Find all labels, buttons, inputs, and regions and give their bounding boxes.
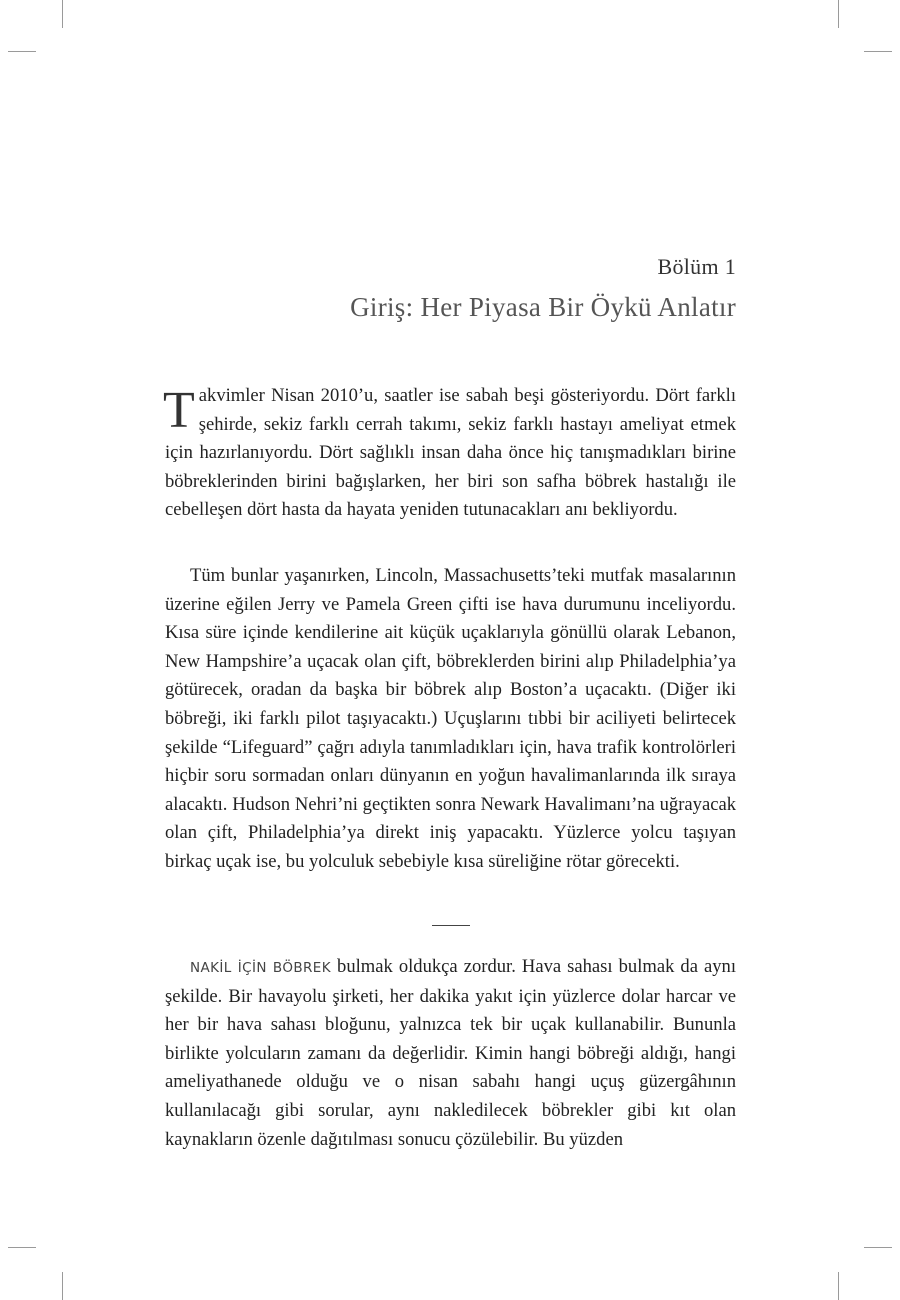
paragraph-3 [165, 953, 736, 1154]
drop-cap: T [163, 382, 195, 439]
paragraph-3-text: bulmak oldukça zordur. Hava sahası bulmak da aynı şekilde. Bir havayolu şirketi, her dakika yakıt için yüzlerce dolar harcar ve her bir hava sahası bloğunu, yalnızca tek bir uçak kullanabilir. Bununla birlikte yolcuların zamanı da değerlidir. Kimin hangi böbreği aldığı, hangi ameliyathanede olduğu ve o nisan sabahı hangi uçuş güzergâhının kullanılacağı gibi sorular, aynı nakledilecek böbrekler gibi kıt olan kaynakların özenle dağıtılması sonucu çözülebilir. Bu yüzden [165, 956, 736, 1150]
chapter-number: Bölüm 1 [657, 254, 736, 279]
crop-mark-left-upper [8, 51, 36, 52]
chapter-title: Giriş: Her Piyasa Bir Öykü Anlatır [350, 292, 736, 322]
crop-mark-top-left [62, 0, 63, 28]
paragraph-3-lead: NAKİL İÇİN BÖBREK [190, 960, 331, 976]
section-divider [432, 925, 470, 926]
crop-mark-right-upper [864, 51, 892, 52]
paragraph-2-text: Tüm bunlar yaşanırken, Lincoln, Massachusetts’teki mutfak masalarının üzerine eğilen Jerry ve Pamela Green çifti ise hava durumunu inceliyordu. Kısa süre içinde kendilerine ait küçük uçaklarıyla gönüllü olarak Lebanon, New Hampshire’a uçacak olan çift, böbreklerden birini alıp Philadelphia’ya götürecek, oradan da başka bir böbrek alıp Boston’a uçacaktı. (Diğer iki böbreği, iki farklı pilot taşıyacaktı.) Uçuşlarını tıbbi bir aciliyeti belirtecek şekilde “Lifeguard” çağrı adıyla tanımladıkları için, hava trafik kontrolörleri hiçbir soru sormadan onları dünyanın en yoğun havalimanlarında ilk sıraya alacaktı. Hudson Nehri’ni geçtikten sonra Newark Havalimanı’na uğrayacak olan çift, Philadelphia’ya direkt iniş yapacaktı. Yüzlerce yolcu taşıyan birkaç uçak ise, bu yolculuk sebebiyle kısa süreliğine rötar görecekti. [165, 565, 736, 872]
crop-mark-bottom-left [62, 1272, 63, 1300]
crop-mark-top-right [838, 0, 839, 28]
paragraph-1 [165, 382, 736, 525]
crop-mark-bottom-right [838, 1272, 839, 1300]
crop-mark-right-lower [864, 1247, 892, 1248]
crop-mark-left-lower [8, 1247, 36, 1248]
paragraph-1-text: akvimler Nisan 2010’u, saatler ise sabah beşi gösteriyordu. Dört farklı şehirde, sekiz farklı cerrah takımı, sekiz farklı hastayı ameliyat etmek için hazırlanıyordu. Dört sağlıklı insan daha önce hiç tanışmadıkları birine böbreklerinden birini bağışlarken, her biri son safha böbrek hastalığı ile cebelleşen dört hasta da hayata yeniden tutunacakları anı bekliyordu. [165, 385, 736, 521]
paragraph-2 [165, 562, 736, 877]
